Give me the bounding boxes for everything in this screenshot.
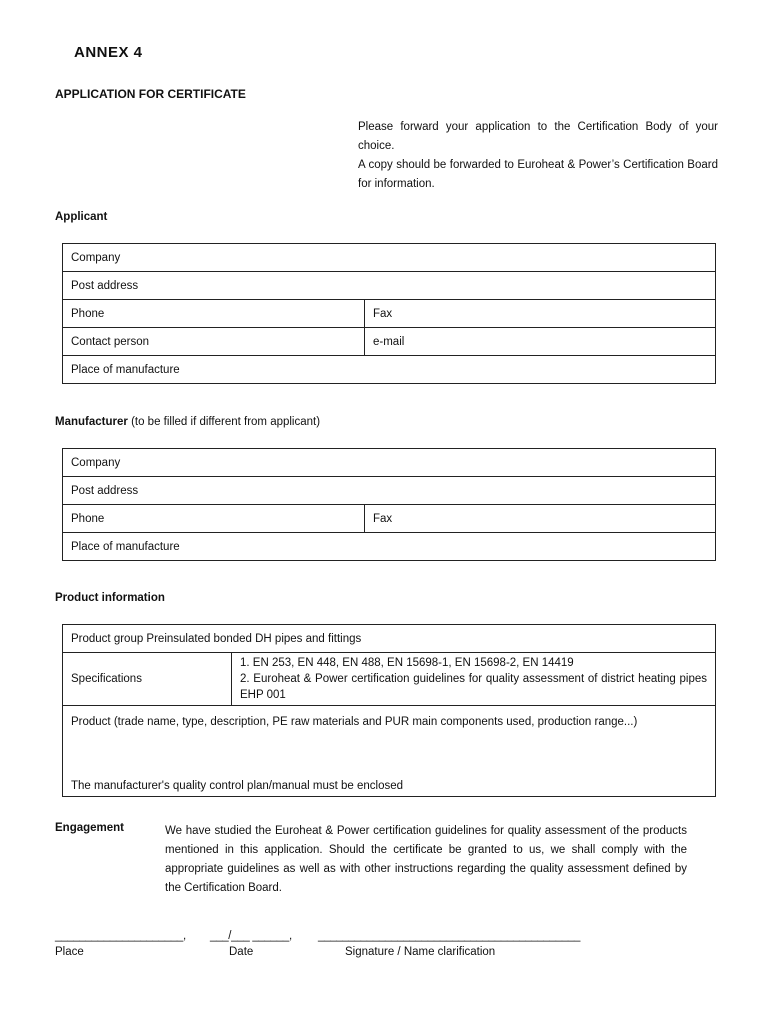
product-description-label: Product (trade name, type, description, PE raw materials and PUR main components used, production range...) xyxy=(71,716,638,728)
manufacturer-note: (to be filled if different from applicant) xyxy=(131,416,321,428)
product-description-field[interactable] xyxy=(63,706,716,797)
applicant-phone-field[interactable]: Phone xyxy=(63,300,365,328)
applicant-place-field[interactable]: Place of manufacture xyxy=(63,356,716,384)
specifications-value xyxy=(232,653,716,706)
engagement-label: Engagement xyxy=(55,822,125,834)
manufacturer-place-field[interactable]: Place of manufacture xyxy=(63,533,716,561)
signature-label: Signature / Name clarification xyxy=(345,946,496,958)
applicant-fax-field[interactable]: Fax xyxy=(365,300,716,328)
product-table xyxy=(62,624,716,797)
quality-plan-note: The manufacturer's quality control plan/manual must be enclosed xyxy=(71,780,404,792)
applicant-email-field[interactable]: e-mail xyxy=(365,328,716,356)
manufacturer-heading xyxy=(55,416,320,428)
applicant-post-address-field[interactable]: Post address xyxy=(63,272,716,300)
place-line[interactable]: _____________________, xyxy=(55,930,186,942)
forward-instructions xyxy=(358,118,718,194)
page-title: APPLICATION FOR CERTIFICATE xyxy=(55,87,246,101)
product-heading: Product information xyxy=(55,592,165,604)
applicant-company-field[interactable]: Company xyxy=(63,244,716,272)
engagement-text: We have studied the Euroheat & Power certification guidelines for quality assessment of the products mentioned in this application. Should the certificate be granted to us, we shall comply with the appropriate guidelines as well as with other instructions regarding the quality assessment defined by the Certification Board. xyxy=(165,825,687,894)
date-label: Date xyxy=(229,946,254,958)
manufacturer-heading-label: Manufacturer xyxy=(55,416,128,428)
applicant-heading: Applicant xyxy=(55,211,108,223)
manufacturer-fax-field[interactable]: Fax xyxy=(365,505,716,533)
date-line[interactable]: ___/___ ______, xyxy=(210,930,292,942)
specifications-label: Specifications xyxy=(63,653,232,706)
spec-item-2: 2. Euroheat & Power certification guidelines for quality assessment of district heating pipes EHP 001 xyxy=(240,673,707,701)
applicant-contact-field[interactable]: Contact person xyxy=(63,328,365,356)
spec-item-1: 1. EN 253, EN 448, EN 488, EN 15698-1, EN 15698-2, EN 14419 xyxy=(240,657,574,669)
copy-note: A copy should be forwarded to Euroheat & Power’s Certification Board for information. xyxy=(358,159,718,190)
applicant-table xyxy=(62,243,716,384)
manufacturer-post-address-field[interactable]: Post address xyxy=(63,477,716,505)
manufacturer-table xyxy=(62,448,716,561)
product-group-field: Product group Preinsulated bonded DH pipes and fittings xyxy=(63,625,716,653)
forward-note: Please forward your application to the Certification Body of your choice. xyxy=(358,121,718,152)
manufacturer-phone-field[interactable]: Phone xyxy=(63,505,365,533)
signature-line[interactable]: ___________________________________________ xyxy=(318,930,581,942)
annex-number: ANNEX 4 xyxy=(74,44,143,61)
manufacturer-company-field[interactable]: Company xyxy=(63,449,716,477)
place-label: Place xyxy=(55,946,84,958)
